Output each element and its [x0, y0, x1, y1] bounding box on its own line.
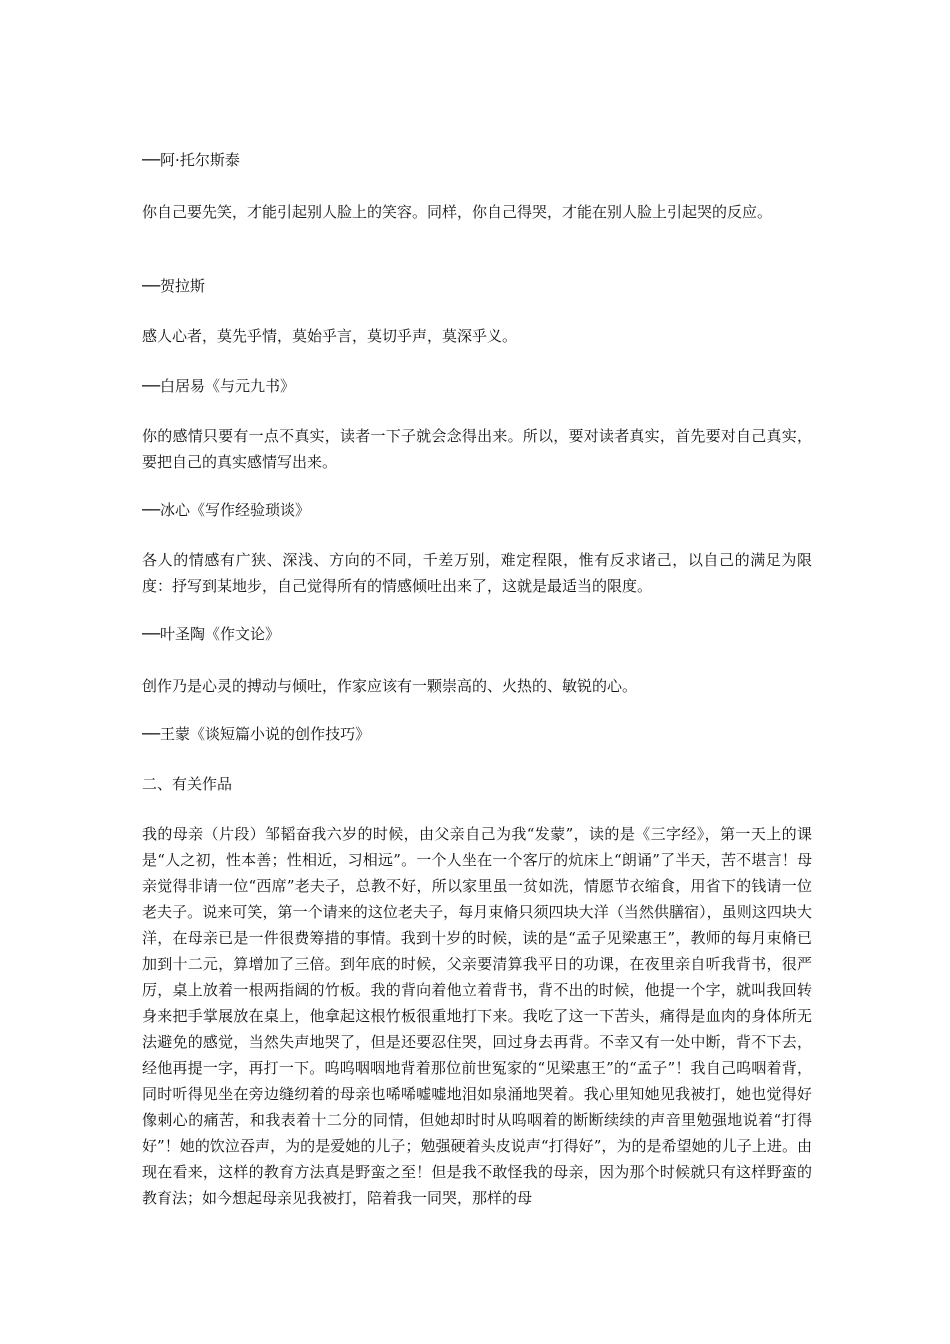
section-heading: 二、有关作品 — [142, 775, 233, 793]
attribution-wang-meng: ──王蒙《谈短篇小说的创作技巧》 — [142, 725, 371, 743]
quote-bai-juyi: 感人心者，莫先乎情，莫始乎言，莫切乎声，莫深乎义。 — [142, 327, 518, 345]
attribution-bing-xin: ──冰心《写作经验琐谈》 — [142, 501, 311, 519]
attribution-horace: ──贺拉斯 — [142, 277, 206, 295]
body-excerpt-my-mother: 我的母亲（片段）邹韬奋我六岁的时候，由父亲自己为我“发蒙”，读的是《三字经》，第一天上的课是“人之初，性本善；性相近，习相远”。一个人坐在一个客厅的炕床上“朗诵”了半天，苦不堪言！母亲觉得非请一位“西席”老夫子，总教不好，所以家里虽一贫如洗，情愿节衣缩食，用省下的钱请一位老夫子。说来可笑，第一个请来的这位老夫子，每月束脩只须四块大洋（当然供膳宿），虽则这四块大洋，在母亲已是一件很费筹措的事情。我到十岁的时候，读的是“孟子见梁惠王”，教师的每月束脩已加到十二元，算增加了三倍。到年底的时候，父亲要清算我平日的功课，在夜里亲自听我背书，很严厉，桌上放着一根两指阔的竹板。我的背向着他立着背书，背不出的时候，他提一个字，就叫我回转身来把手掌展放在桌上，他拿起这根竹板很重地打下来。我吃了这一下苦头，痛得是血肉的身体所无法避免的感觉，当然失声地哭了，但是还要忍住哭，回过身去再背。不幸又有一处中断，背不下去，经他再提一字，再打一下。呜呜咽咽地背着那位前世冤家的“见梁惠王”的“孟子”！我自己呜咽着背，同时听得见坐在旁边缝纫着的母亲也唏唏嘘嘘地泪如泉涌地哭着。我心里知她见我被打，她也觉得好像刺心的痛苦，和我表着十二分的同情，但她却时时从呜咽着的断断续续的声音里勉强地说着“打得好”！她的饮泣吞声，为的是爱她的儿子；勉强硬着头皮说声“打得好”，为的是希望她的儿子上进。由现在看来，这样的教育方法真是野蛮之至！但是我不敢怪我的母亲，因为那个时候就只有这样野蛮的教育法；如今想起母亲见我被打，陪着我一同哭，那样的母 — [142, 825, 812, 1207]
quote-ye-shengtao: 各人的情感有广狭、深浅、方向的不同，千差万别，难定程限，惟有反求诸己，以自己的满足为限度：抒写到某地步，自己觉得所有的情感倾吐出来了，这就是最适当的限度。 — [142, 551, 812, 595]
attribution-bai-juyi: ──白居易《与元九书》 — [142, 377, 296, 395]
quote-laugh-cry: 你自己要先笑，才能引起别人脸上的笑容。同样，你自己得哭，才能在别人脸上引起哭的反应。 — [142, 203, 773, 221]
attribution-tolstoy: ──阿·托尔斯泰 — [142, 151, 240, 169]
attribution-ye-shengtao: ──叶圣陶《作文论》 — [142, 625, 281, 643]
quote-wang-meng: 创作乃是心灵的搏动与倾吐，作家应该有一颗崇高的、火热的、敏锐的心。 — [142, 677, 638, 695]
quote-bing-xin: 你的感情只要有一点不真实，读者一下子就会念得出来。所以，要对读者真实，首先要对自己真实，要把自己的真实感情写出来。 — [142, 427, 812, 471]
